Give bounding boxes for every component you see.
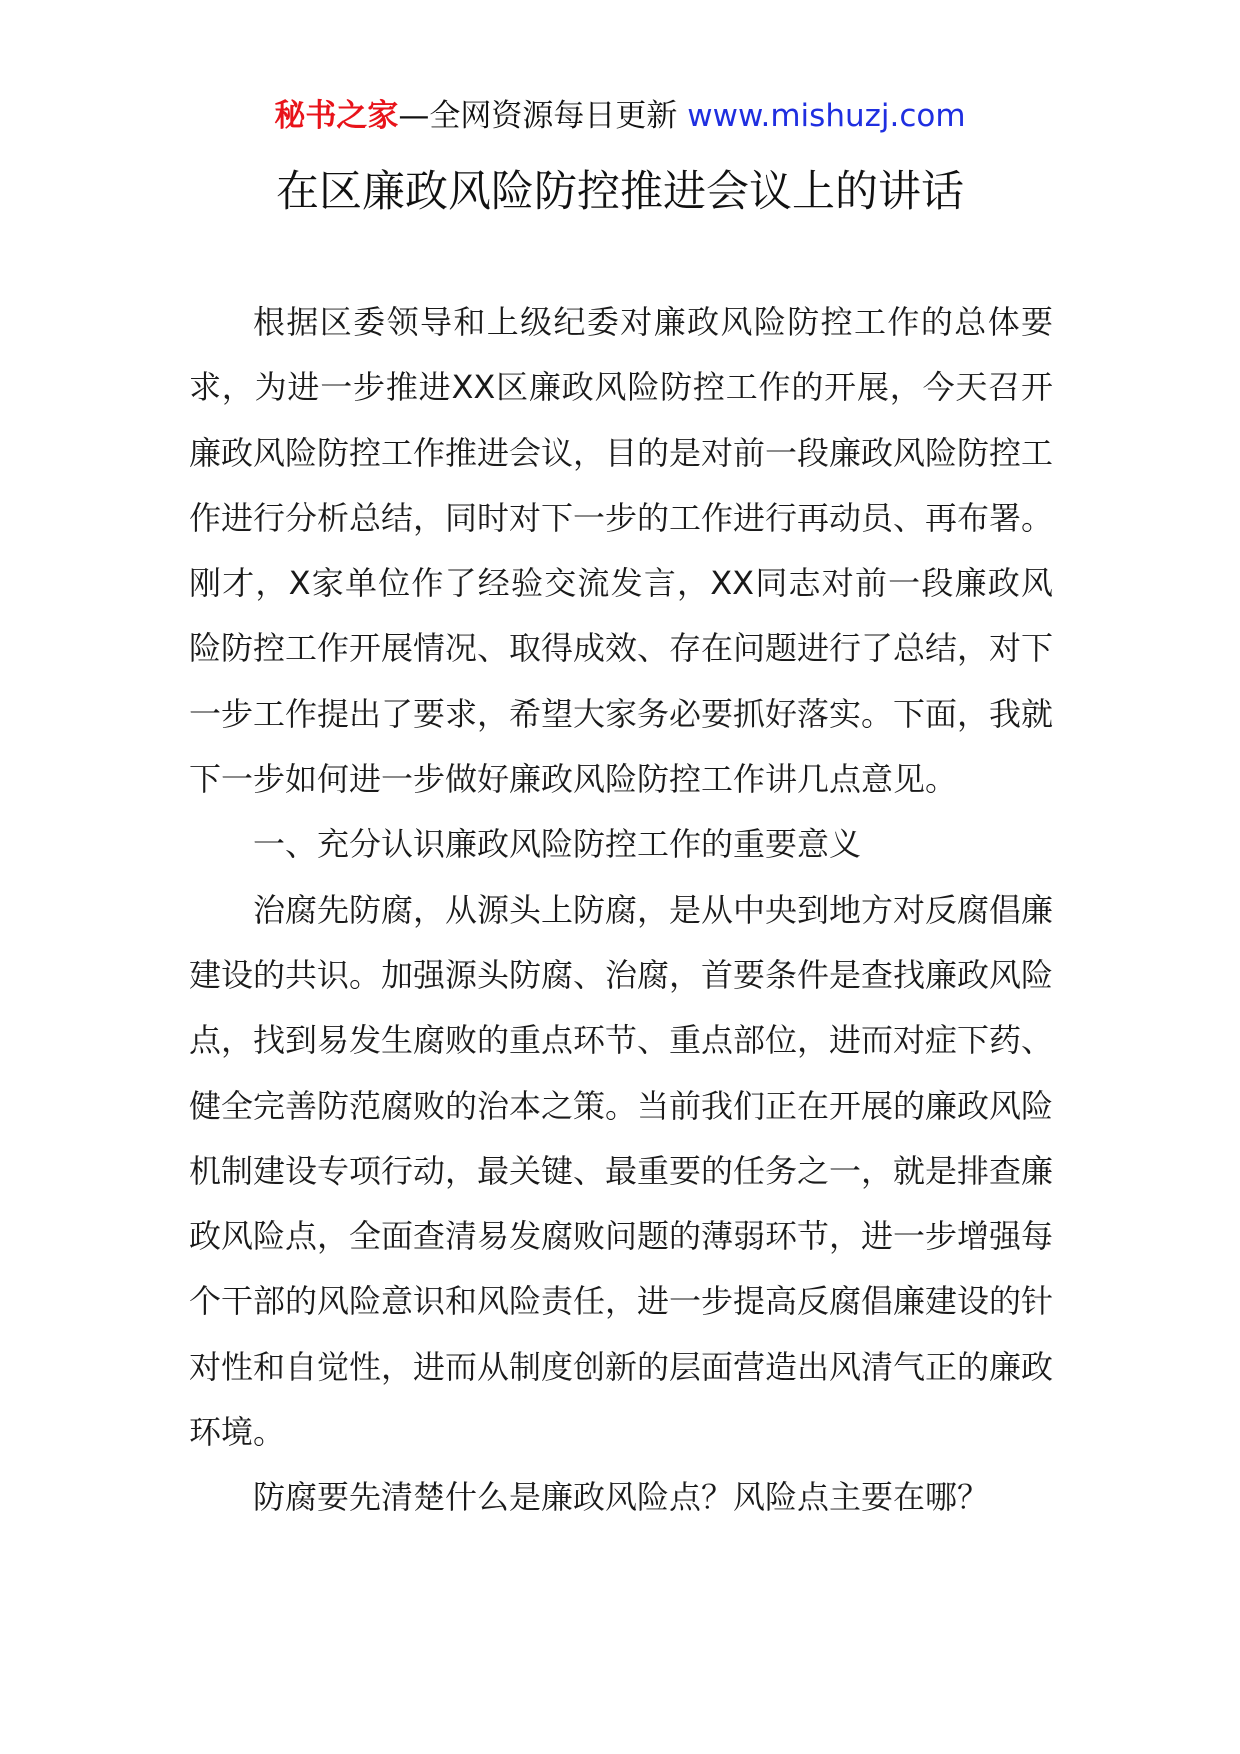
brand-name: 秘书之家	[274, 98, 399, 134]
document-title: 在区廉政风险防控推进会议上的讲话	[276, 167, 964, 217]
paragraph-section-1: 治腐先防腐，从源头上防腐，是从中央到地方对反腐倡廉建设的共识。加强源头防腐、治腐，首要条件是查找廉政风险点，找到易发生腐败的重点环节、重点部位，进而对症下药、健全完善防范腐败的治本之策。当前我们正在开展的廉政风险机制建设专项行动，最关键、最重要的任务之一，就是排查廉政风险点，全面查清易发腐败问题的薄弱环节，进一步增强每个干部的风险意识和风险责任，进一步提高反腐倡廉建设的针对性和自觉性，进而从制度创新的层面营造出风清气正的廉政环境。	[189, 890, 1054, 1452]
paragraph-question: 防腐要先清楚什么是廉政风险点？风险点主要在哪？	[253, 1478, 990, 1517]
section-heading-1: 一、充分认识廉政风险防控工作的重要意义	[253, 825, 862, 864]
document-body	[189, 290, 1053, 1531]
site-tagline: —全网资源每日更新	[398, 98, 678, 134]
site-header	[0, 96, 1240, 136]
site-url-link[interactable]: www.mishuzj.com	[687, 98, 966, 134]
paragraph-intro: 根据区委领导和上级纪委对廉政风险防控工作的总体要求，为进一步推进XX区廉政风险防控工作的开展，今天召开廉政风险防控工作推进会议，目的是对前一段廉政风险防控工作进行分析总结，同时对下一步的工作进行再动员、再布署。刚才，X家单位作了经验交流发言，XX同志对前一段廉政风险防控工作开展情况、取得成效、存在问题进行了总结，对下一步工作提出了要求，希望大家务必要抓好落实。下面，我就下一步如何进一步做好廉政风险防控工作讲几点意见。	[189, 303, 1054, 799]
